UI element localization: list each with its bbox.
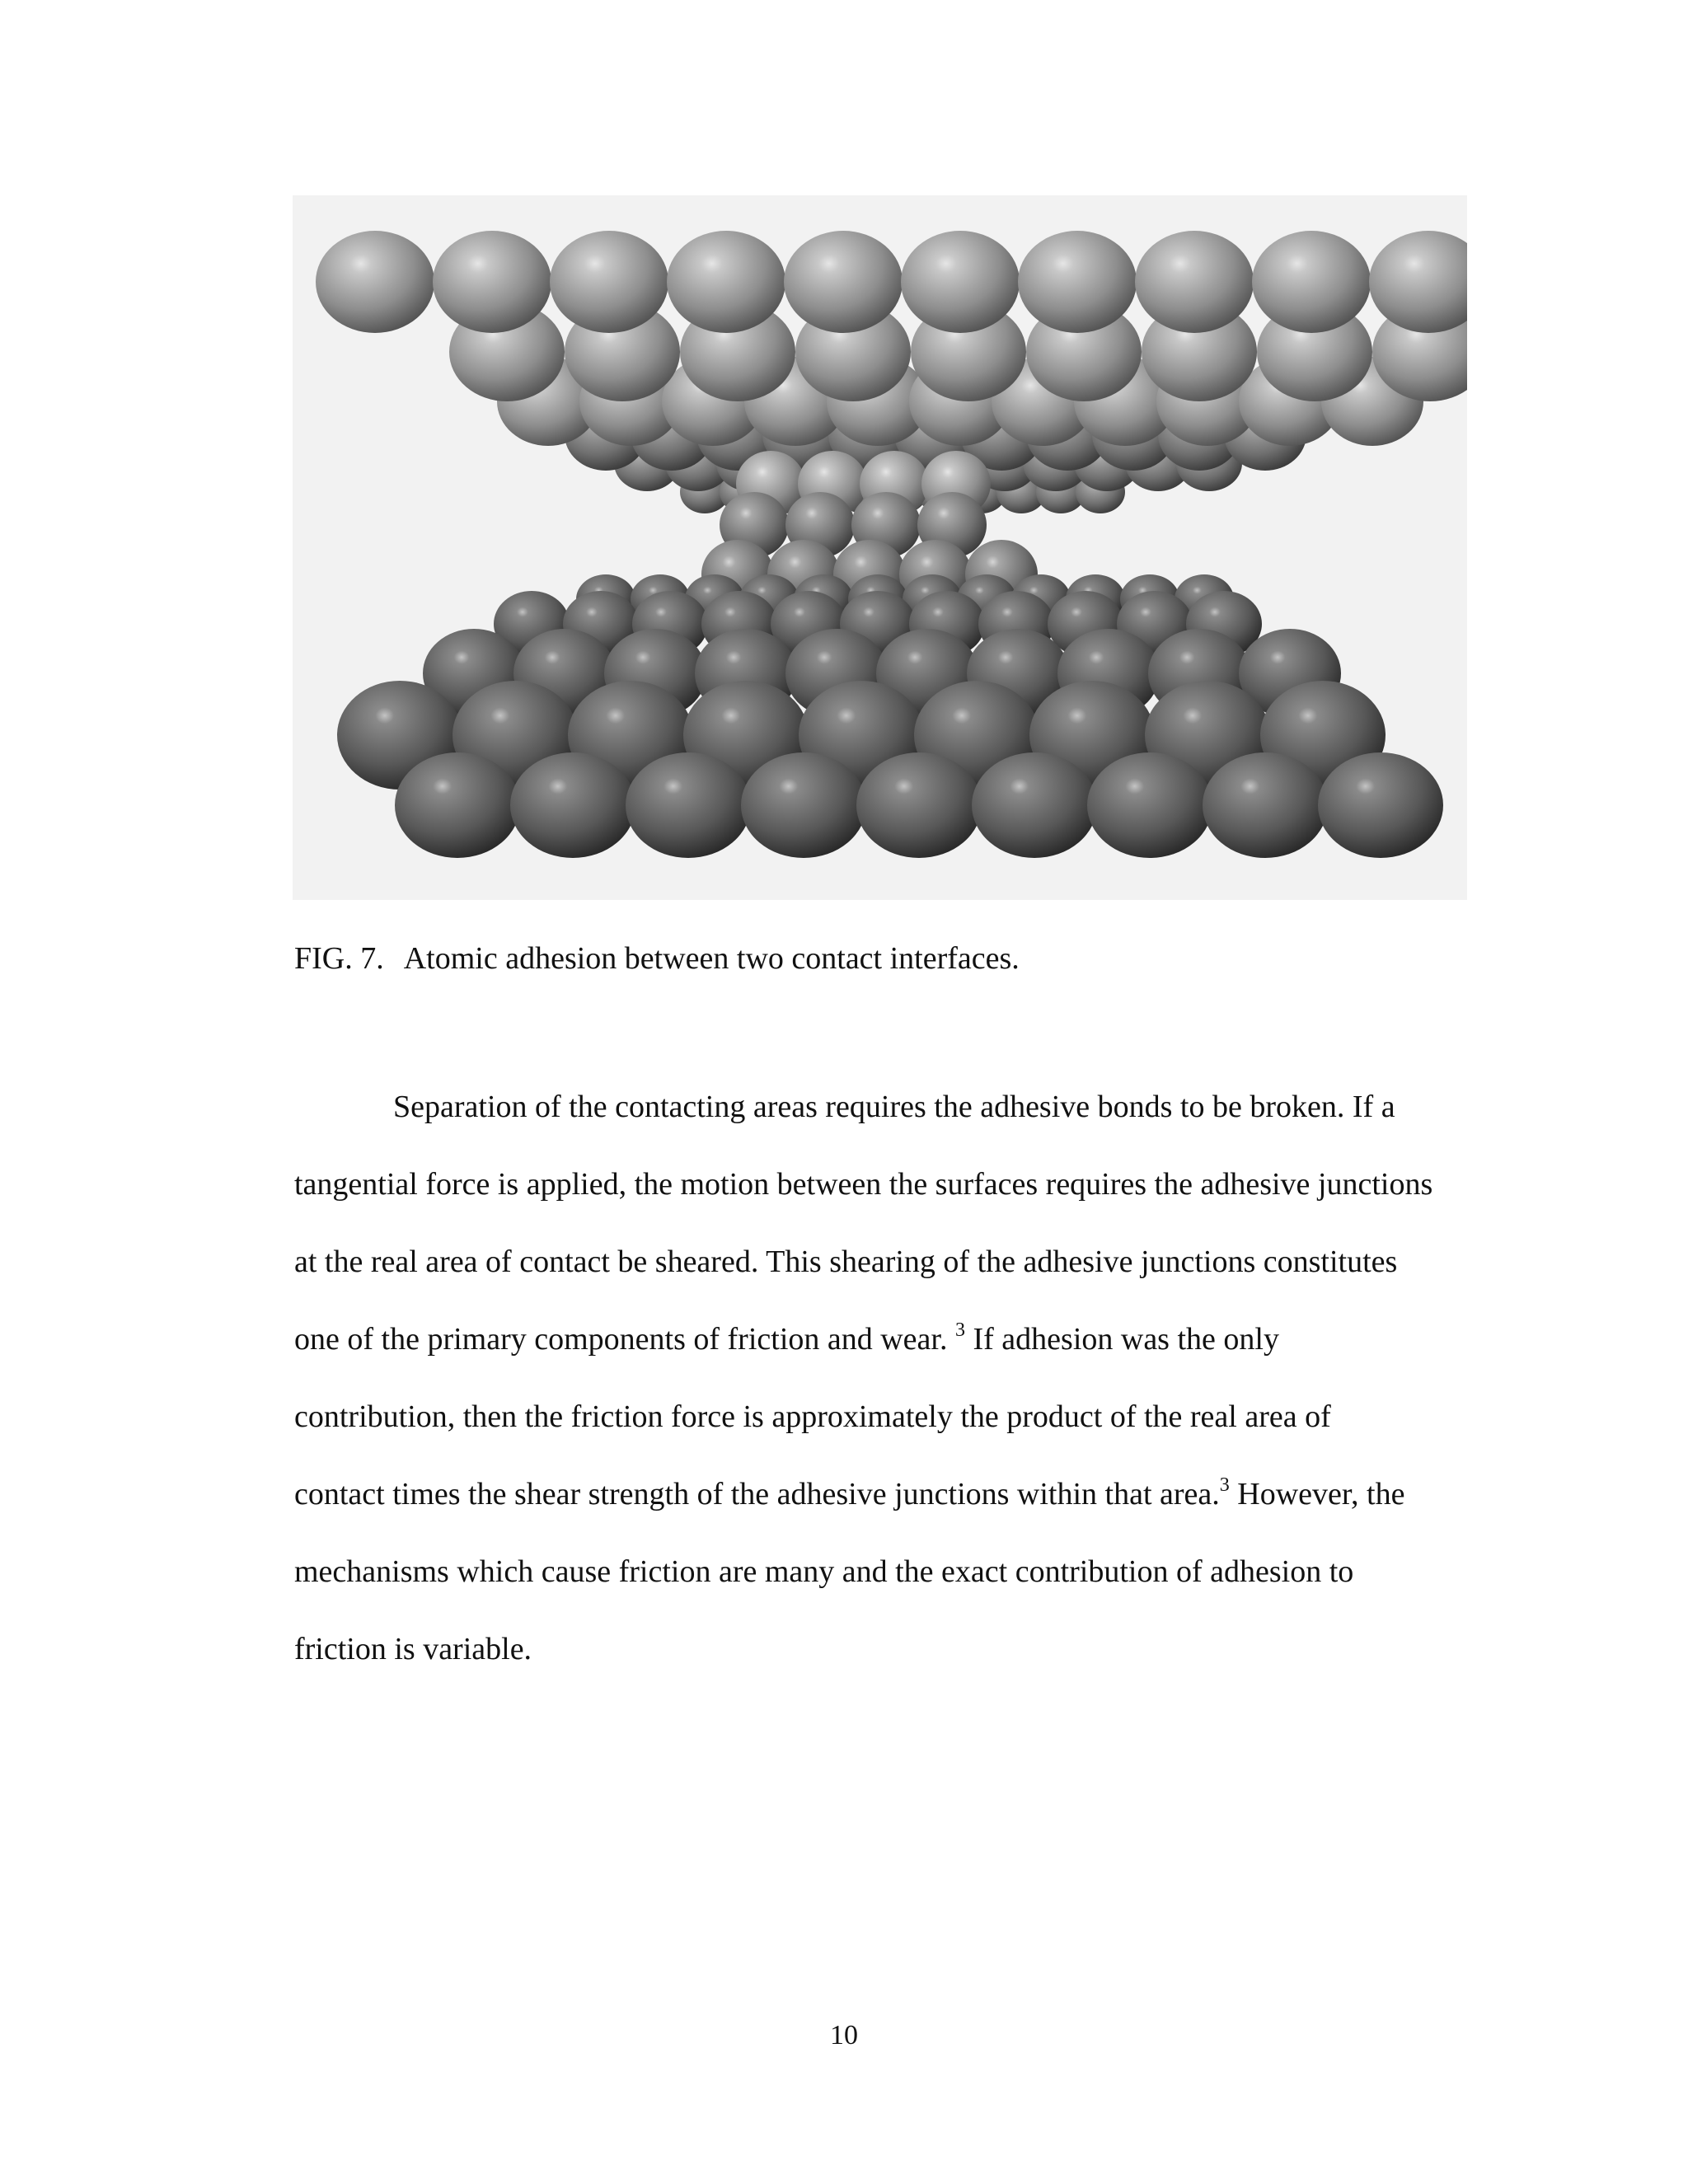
paragraph-line-text: If adhesion was the only bbox=[964, 1322, 1279, 1357]
atom-sphere bbox=[667, 231, 785, 333]
paragraph-line-text: contact times the shear strength of the adhesive junctions within that area. bbox=[294, 1477, 1220, 1511]
citation-superscript: 3 bbox=[954, 1319, 965, 1341]
paragraph-line: tangential force is applied, the motion between the surfaces requires the adhesive junctions bbox=[294, 1167, 1433, 1202]
figure-caption-text: Atomic adhesion between two contact interfaces. bbox=[403, 941, 1020, 976]
atom-sphere bbox=[784, 231, 903, 333]
figure-label: FIG. 7. bbox=[294, 941, 384, 976]
atom-sphere bbox=[1252, 231, 1371, 333]
paragraph-line: friction is variable. bbox=[294, 1632, 532, 1666]
atom-sphere bbox=[510, 752, 635, 858]
atom-sphere bbox=[1318, 752, 1443, 858]
paragraph-line bbox=[294, 1319, 1279, 1364]
paragraph-line-text: However, the bbox=[1229, 1477, 1405, 1511]
atom-sphere bbox=[1087, 752, 1212, 858]
atom-sphere bbox=[901, 231, 1020, 333]
atom-sphere bbox=[856, 752, 982, 858]
paragraph-line: contribution, then the friction force is approximately the product of the real area of bbox=[294, 1399, 1331, 1434]
atom-sphere bbox=[1203, 752, 1328, 858]
atom-sphere bbox=[626, 752, 751, 858]
citation-superscript: 3 bbox=[1219, 1474, 1230, 1496]
atom-spheres-illustration bbox=[293, 195, 1467, 900]
atom-sphere bbox=[550, 231, 668, 333]
atom-sphere bbox=[972, 752, 1097, 858]
paragraph-line-text: one of the primary components of friction and wear. bbox=[294, 1322, 955, 1357]
paragraph-line: mechanisms which cause friction are many and the exact contribution of adhesion to bbox=[294, 1554, 1354, 1589]
paragraph-line bbox=[294, 1474, 1404, 1519]
atom-sphere bbox=[741, 752, 866, 858]
atom-sphere bbox=[1369, 231, 1467, 333]
atom-sphere bbox=[316, 231, 434, 333]
page-number: 10 bbox=[830, 2020, 858, 2050]
atom-sphere bbox=[395, 752, 520, 858]
paragraph-line: at the real area of contact be sheared. This shearing of the adhesive junctions constitutes bbox=[294, 1244, 1398, 1279]
atom-sphere bbox=[1018, 231, 1137, 333]
figure-caption bbox=[294, 938, 1020, 979]
paragraph-line: Separation of the contacting areas requires the adhesive bonds to be broken. If a bbox=[393, 1090, 1395, 1124]
atomic-adhesion-figure bbox=[293, 195, 1467, 900]
atom-sphere bbox=[1135, 231, 1254, 333]
atom-sphere bbox=[433, 231, 551, 333]
